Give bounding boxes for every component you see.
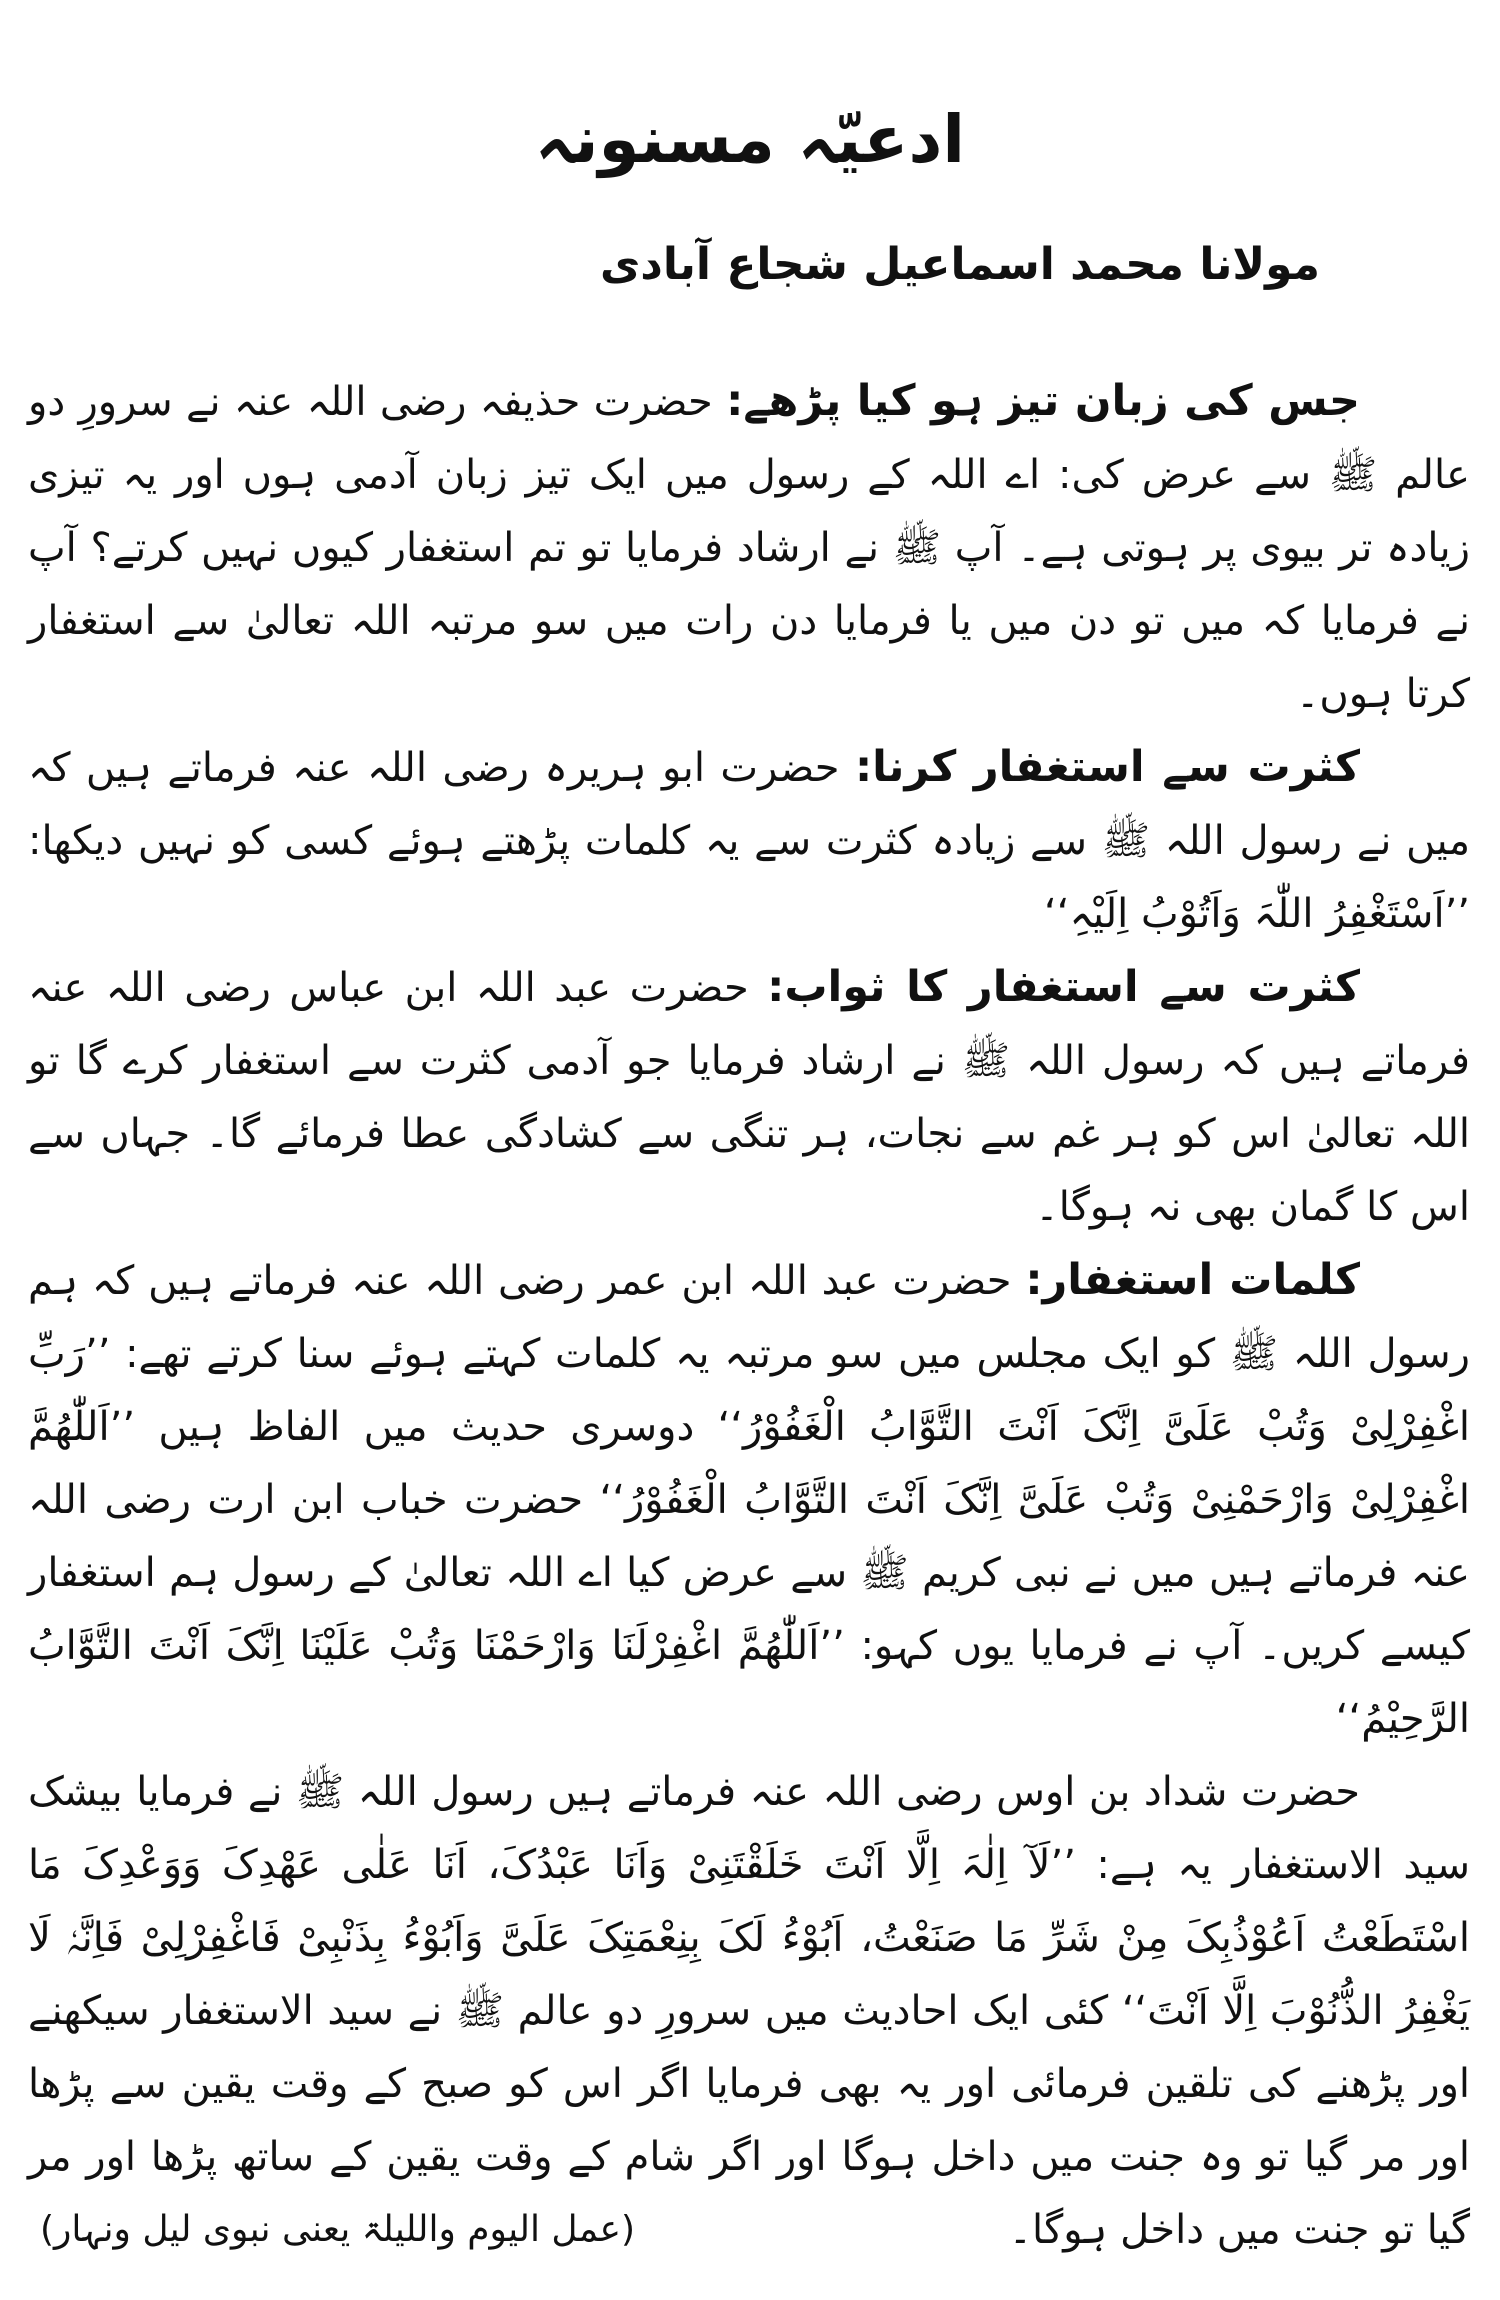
paragraph-abundant-istighfar (28, 731, 1470, 951)
section-text: حضرت عبد اللہ ابن عمر رضی اللہ عنہ فرماتے ہیں کہ ہم رسول اللہ ﷺ کو ایک مجلس میں سو مرتبہ یہ کلمات کہتے ہوئے سنا کرتے تھے: ’’رَبِّ اغْفِرْلِیْ وَتُبْ عَلَیَّ اِنَّکَ اَنْتَ التَّوَّابُ الْغَفُوْرُ‘‘ دوسری حدیث میں الفاظ ہیں ’’اَللّٰھُمَّ اغْفِرْلِیْ وَارْحَمْنِیْ وَتُبْ عَلَیَّ اِنَّکَ اَنْتَ التَّوَّابُ الْغَفُوْرُ‘‘ حضرت خباب ابن ارت رضی اللہ عنہ فرماتے ہیں میں نے نبی کریم ﷺ سے عرض کیا اے اللہ تعالیٰ کے رسول ہم استغفار کیسے کریں۔ آپ نے فرمایا یوں کہو: ’’اَللّٰھُمَّ اغْفِرْلَنَا وَارْحَمْنَا وَتُبْ عَلَیْنَا اِنَّکَ اَنْتَ التَّوَّابُ الرَّحِیْمُ‘‘ (28, 1258, 1470, 1742)
paragraph-reward (28, 951, 1470, 1244)
paragraph-sayyid-al-istighfar (28, 1756, 1470, 2267)
section-heading: کثرت سے استغفار کا ثواب: (767, 962, 1361, 1012)
section-text: حضرت ابو ہریرہ رضی اللہ عنہ فرماتے ہیں کہ میں نے رسول اللہ ﷺ سے زیادہ کثرت سے یہ کلمات پڑھتے ہوئے کسی کو نہیں دیکھا: ’’اَسْتَغْفِرُ اللّٰہَ وَاَتُوْبُ اِلَیْہِ‘‘ (28, 745, 1470, 937)
section-heading: کثرت سے استغفار کرنا: (854, 742, 1360, 792)
author-name: مولانا محمد اسماعیل شجاع آبادی (599, 239, 1320, 290)
section-text: حضرت عبد اللہ ابن عباس رضی اللہ عنہ فرماتے ہیں کہ رسول اللہ ﷺ نے ارشاد فرمایا جو آدمی کثرت سے استغفار کرے گا تو اللہ تعالیٰ اس کو ہر غم سے نجات، ہر تنگی سے کشادگی عطا فرمائے گا۔ جہاں سے اس کا گمان بھی نہ ہوگا۔ (28, 965, 1470, 1230)
section-heading: جس کی زبان تیز ہو کیا پڑھے: (726, 376, 1361, 426)
paragraph-words-of-istighfar (28, 1244, 1470, 1756)
section-text: حضرت شداد بن اوس رضی اللہ عنہ فرماتے ہیں رسول اللہ ﷺ نے فرمایا بیشک سید الاستغفار یہ ہے: ’’لَآ اِلٰہَ اِلَّا اَنْتَ خَلَقْتَنِیْ وَاَنَا عَبْدُکَ، اَنَا عَلٰی عَھْدِکَ وَوَعْدِکَ مَا اسْتَطَعْتُ اَعُوْذُبِکَ مِنْ شَرِّ مَا صَنَعْتُ، اَبُوْءُ لَکَ بِنِعْمَتِکَ عَلَیَّ وَاَبُوْءُ بِذَنْبِیْ فَاغْفِرْلِیْ فَاِنَّہٗ لَا یَغْفِرُ الذُّنُوْبَ اِلَّا اَنْتَ‘‘ کئی ایک احادیث میں سرورِ دو عالم ﷺ نے سید الاستغفار سیکھنے اور پڑھنے کی تلقین فرمائی اور یہ بھی فرمایا اگر اس کو صبح کے وقت یقین سے پڑھا اور مر گیا تو وہ جنت میں داخل ہوگا اور اگر شام کے وقت یقین کے ساتھ پڑھا اور مر گیا تو جنت میں داخل ہوگا۔ (28, 1769, 1470, 2253)
paragraph-tongue (28, 365, 1470, 731)
section-text: حضرت حذیفہ رضی اللہ عنہ نے سرورِ دو عالم ﷺ سے عرض کی: اے اللہ کے رسول میں ایک تیز زبان آدمی ہوں اور یہ تیزی زیادہ تر بیوی پر ہوتی ہے۔ آپ ﷺ نے ارشاد فرمایا تو تم استغفار کیوں نہیں کرتے؟ آپ نے فرمایا کہ میں تو دن میں یا فرمایا دن رات میں سو مرتبہ اللہ تعالیٰ سے استغفار کرتا ہوں۔ (28, 379, 1470, 717)
document-body (28, 365, 1470, 2267)
source-reference: (عمل الیوم واللیلۃ یعنی نبوی لیل ونہار) (40, 2209, 636, 2250)
page-title: ادعیّہ مسنونہ (535, 101, 965, 178)
section-heading: کلمات استغفار: (1025, 1255, 1361, 1305)
